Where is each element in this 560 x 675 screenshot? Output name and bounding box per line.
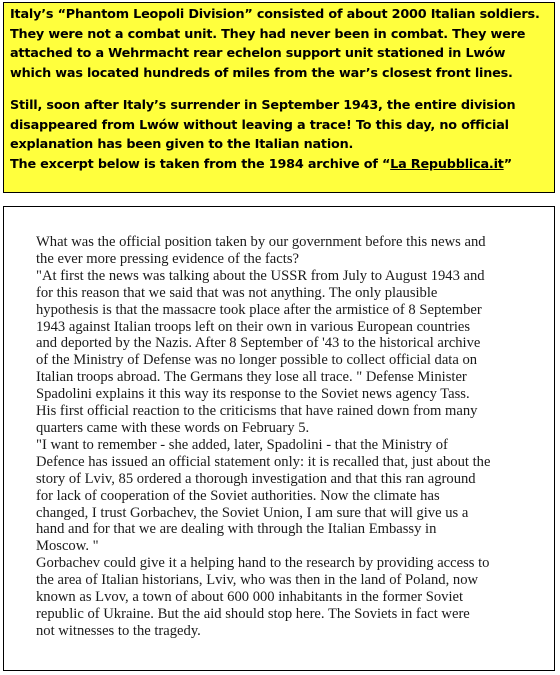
article-line: What was the official position taken by our government before this news and [36, 234, 486, 250]
banner-line: Still, soon after Italy’s surrender in September 1943, the entire division [10, 98, 516, 113]
article-line: story of Lviv, 85 ordered a thorough investigation and that this ran aground [36, 470, 476, 487]
article-line: Gorbachev could give it a helping hand to the research by providing access to [36, 555, 490, 572]
article-line: not witnesses to the tragedy. [36, 622, 201, 639]
article-line: hand and for that we are dealing with through the Italian Embassy in [36, 521, 437, 538]
banner-source-prefix: The excerpt below is taken from the 1984 archive of “ [10, 157, 391, 172]
article-line: Spadolini explains it this way its response to the Soviet news agency Tass. [36, 386, 470, 403]
article-line: the area of Italian historians, Lviv, who was then in the land of Poland, now [36, 572, 479, 589]
article-line: republic of Ukraine. But the aid should stop here. The Soviets in fact were [36, 605, 470, 622]
banner-line: attached to a Wehrmacht rear echelon support unit stationed in Lwów [10, 46, 506, 61]
article-line: "At first the news was talking about the USSR from July to August 1943 and [36, 267, 485, 284]
article-line: hypothesis is that the massacre took place after the armistice of 8 September [36, 301, 482, 318]
summary-banner [3, 2, 555, 193]
repubblica-link[interactable]: La Repubblica.it [390, 157, 504, 172]
article-line: 1943 against Italian troops left on their own in various European countries [36, 318, 471, 335]
article-body [36, 234, 541, 640]
article-line: quarters came with these words on February 5. [36, 419, 310, 436]
banner-line: which was located hundreds of miles from the war’s closest front lines. [10, 65, 513, 81]
banner-line: explanation has been given to the Italian nation. [10, 137, 354, 152]
article-line: for this reason that we said that was not anything. The only plausible [36, 284, 438, 301]
banner-line: Italy’s “Phantom Leopoli Division” consisted of about 2000 Italian soldiers. [10, 7, 540, 22]
banner-line: They were not a combat unit. They had never been in combat. They were [10, 26, 526, 42]
banner-source-suffix: ” [503, 157, 512, 172]
article-excerpt [3, 206, 555, 671]
article-line: the ever more pressing evidence of the facts? [36, 250, 299, 267]
article-line: for lack of cooperation of the Soviet authorities. Now the climate has [36, 487, 440, 504]
banner-line: disappeared from Lwów without leaving a trace! To this day, no official [10, 117, 509, 133]
article-line: known as Lvov, a town of about 600 000 inhabitants in the former Soviet [36, 589, 464, 606]
banner-paragraph-1 [10, 5, 550, 83]
banner-paragraph-2 [10, 96, 550, 155]
article-line: and deported by the Nazis. After 8 September of '43 to the historical archive [36, 335, 481, 352]
article-line: His first official reaction to the criticisms that have rained down from many [36, 403, 478, 420]
article-line: changed, I trust Gorbachev, the Soviet Union, I am sure that will give us a [36, 504, 469, 521]
article-line: Italian troops abroad. The Germans they lose all trace. " Defense Minister [36, 369, 467, 386]
article-line: Defence has issued an official statement only: it is recalled that, just about the [36, 453, 491, 470]
article-line: "I want to remember - she added, later, Spadolini - that the Ministry of [36, 436, 448, 453]
article-line: of the Ministry of Defense was no longer possible to collect official data on [36, 352, 478, 369]
banner-paragraph-3 [10, 155, 550, 175]
article-line: Moscow. " [36, 538, 99, 555]
